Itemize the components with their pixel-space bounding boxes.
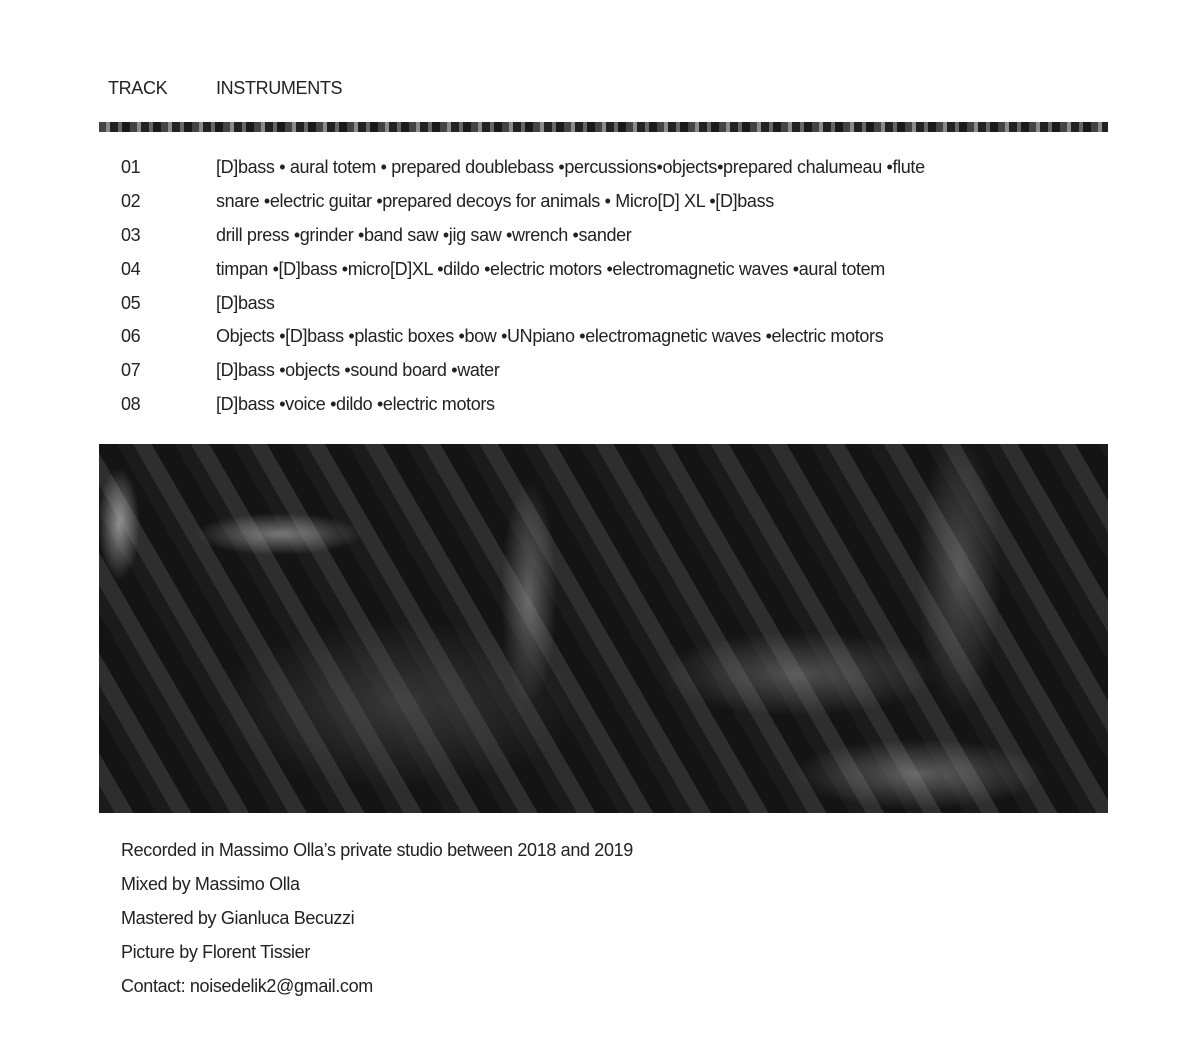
track-number: 01 — [121, 157, 141, 177]
track-number: 04 — [121, 258, 141, 279]
plant-photo — [99, 444, 1108, 813]
track-row — [0, 360, 1200, 394]
track-row — [0, 259, 1200, 293]
credit-contact: Contact: noisedelik2@gmail.com — [121, 975, 373, 996]
track-instruments: [D]bass •voice •dildo •electric motors — [216, 394, 495, 415]
track-instruments: drill press •grinder •band saw •jig saw •wrench •sander — [216, 224, 632, 245]
track-number: 06 — [121, 326, 141, 347]
track-column-header: TRACK — [108, 78, 168, 98]
credit-picture: Picture by Florent Tissier — [121, 941, 310, 962]
track-instruments: snare •electric guitar •prepared decoys for animals • Micro[D] XL •[D]bass — [216, 190, 774, 211]
track-instruments: Objects •[D]bass •plastic boxes •bow •UNpiano •electromagnetic waves •electric motors — [216, 326, 884, 347]
track-row — [0, 157, 1200, 191]
track-instruments: [D]bass • aural totem • prepared doublebass •percussions•objects•prepared chalumeau •flute — [216, 157, 925, 177]
photo-strip-divider — [99, 122, 1108, 132]
track-number: 07 — [121, 360, 141, 381]
credit-mastered: Mastered by Gianluca Becuzzi — [121, 907, 355, 928]
track-row — [0, 191, 1200, 225]
track-number: 02 — [121, 190, 141, 211]
instruments-column-header: INSTRUMENTS — [216, 78, 343, 98]
credits — [121, 840, 633, 1009]
track-number: 05 — [121, 292, 141, 313]
track-number: 03 — [121, 224, 141, 245]
track-row — [0, 394, 1200, 428]
track-number: 08 — [121, 394, 141, 415]
track-instruments: [D]bass — [216, 292, 275, 313]
credit-mixed: Mixed by Massimo Olla — [121, 873, 300, 894]
track-row — [0, 326, 1200, 360]
track-instruments: timpan •[D]bass •micro[D]XL •dildo •electric motors •electromagnetic waves •aural totem — [216, 258, 885, 279]
credit-recorded: Recorded in Massimo Olla’s private studio between 2018 and 2019 — [121, 840, 633, 860]
track-row — [0, 293, 1200, 327]
track-list — [0, 157, 1200, 428]
track-row — [0, 225, 1200, 259]
track-instruments: [D]bass •objects •sound board •water — [216, 360, 500, 381]
